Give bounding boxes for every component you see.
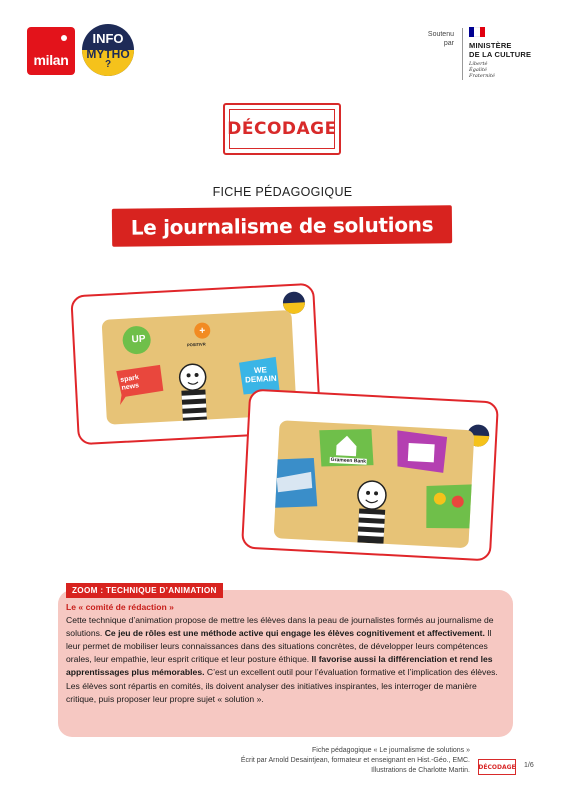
illustration-board-2 bbox=[274, 420, 475, 548]
page-title: Le journalisme de solutions bbox=[130, 212, 434, 240]
zoom-label: ZOOM : TECHNIQUE D’ANIMATION bbox=[66, 583, 223, 598]
motto-line1: Liberté bbox=[469, 61, 488, 67]
ministry-separator bbox=[462, 28, 463, 80]
info-mytho-line3: ? bbox=[104, 59, 112, 70]
decodage-stamp bbox=[223, 103, 341, 155]
decodage-stamp-text: DÉCODAGE bbox=[227, 119, 337, 139]
motto-line3: Fraternité bbox=[469, 73, 495, 79]
ministry-name-line2: DE LA CULTURE bbox=[469, 50, 532, 59]
ministry-logo bbox=[469, 27, 531, 79]
info-mytho-line1: INFO bbox=[92, 31, 124, 46]
milan-logo bbox=[27, 27, 75, 75]
zoom-subheading: Le « comité de rédaction » bbox=[66, 602, 174, 612]
we-demain-logo-text: WE DEMAIN bbox=[244, 365, 277, 385]
footer-stamp-text: DÉCODAGE bbox=[478, 763, 516, 771]
grameen-bank-label: Grameen Bank bbox=[330, 456, 367, 465]
initiatives-illustration bbox=[274, 420, 475, 548]
up-logo-text: UP bbox=[131, 333, 146, 346]
footer-line2: Écrit par Arnold Desaintjean, formateur et enseignant en Hist.-Géo., EMC. bbox=[240, 757, 470, 764]
title-banner bbox=[112, 205, 452, 247]
zoom-emphasis-2: Il favorise aussi la différenciation et rend les apprentissages plus mémorables. bbox=[66, 654, 493, 678]
zoom-paragraph-1: Cette technique d’animation propose de mettre les élèves dans la peau de journalistes formés au journalisme de solutions. Ce jeu de rôles est une méthode active qui engage les élèves cognitivement et affectivement. Il leur permet de mobiliser leurs connaissances dans des situations concrètes, de développer leurs compétences orales, leur empathie, leur esprit critique et leur posture éthique. Il favorise aussi la différenciation et rend les apprentissages plus mémorables. C’est un excellent outil pour l’évaluation formative et l’implication des élèves. bbox=[66, 615, 498, 678]
zoom-paragraph-2: Les élèves sont répartis en comités, ils doivent analyser des initiatives inspirantes, les interroger de manière critique, puis proposer leur propre sujet « solution ». bbox=[66, 680, 477, 704]
motto-line2: Égalité bbox=[469, 67, 487, 73]
french-flag-icon bbox=[469, 27, 485, 37]
illustration-card-initiatives bbox=[241, 389, 499, 562]
zoom-emphasis-1: Ce jeu de rôles est une méthode active qui engage les élèves cognitivement et affectivement. bbox=[104, 628, 485, 639]
document-subtitle: FICHE PÉDAGOGIQUE bbox=[212, 185, 353, 199]
footer-credits bbox=[200, 746, 470, 776]
info-mytho-line2: MYTHO bbox=[86, 47, 130, 61]
milan-logo-text: milan bbox=[33, 52, 69, 68]
ministry-name-line1: MINISTÈRE bbox=[469, 41, 512, 50]
svg-text:+: + bbox=[199, 325, 206, 337]
info-mytho-logo bbox=[82, 24, 134, 76]
zoom-content bbox=[66, 601, 506, 706]
footer-decodage-stamp bbox=[478, 759, 516, 775]
footer-line1: Fiche pédagogique « Le journalisme de solutions » bbox=[312, 747, 470, 754]
page-number: 1/6 bbox=[524, 762, 534, 769]
positivr-logo-text: POSITIVR bbox=[186, 341, 206, 348]
footer-line3: Illustrations de Charlotte Martin. bbox=[371, 767, 470, 774]
milan-logo-dot bbox=[61, 35, 67, 41]
supported-by-text: Soutenu par bbox=[427, 31, 454, 47]
spark-news-logo-text: spark news bbox=[119, 374, 140, 392]
